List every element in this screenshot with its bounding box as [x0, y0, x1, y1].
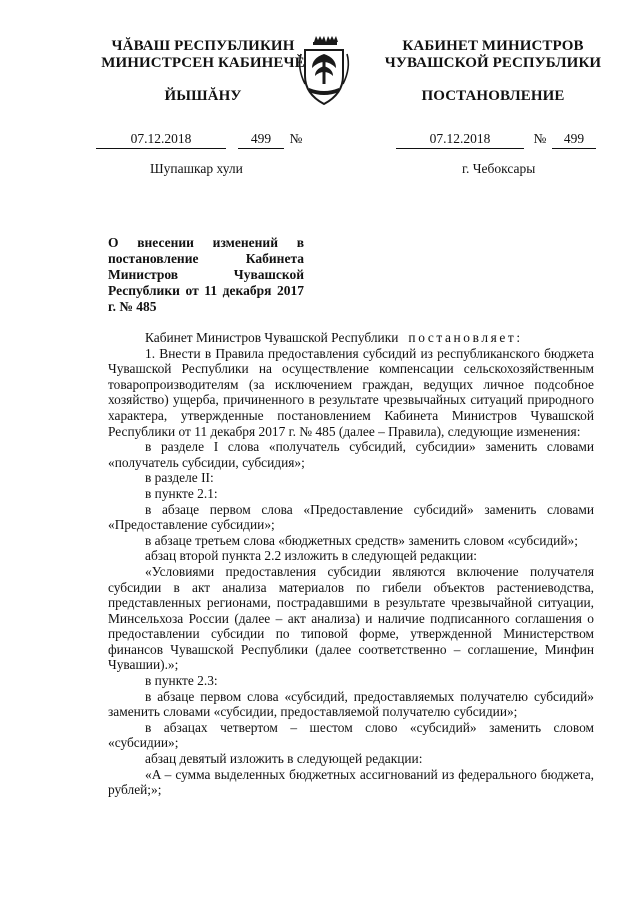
right-number-sign: №: [533, 131, 547, 146]
paragraph-8: «Условиями предоставления субсидии являются включение получателя субсидии в акт анализа материалов по гибели объектов растениеводства, представленных регионами, пострадавшими в результате чрезвычайной ситуации, Минсельхоза России (далее – акт анализа) и наличие подписанного соглашения о предоставлении субсидии по типовой форме, утвержденной Министерством финансов Чувашской Республики (далее соответственно – соглашение, Минфин Чувашии).»;: [108, 563, 594, 673]
header-left-doctype: ЙЫШĂНУ: [164, 88, 242, 104]
paragraph-5: в абзаце первом слова «Предоставление субсидий» заменить словами «Предоставление субсидии»;: [108, 501, 594, 533]
left-date: 07.12.2018: [130, 131, 192, 146]
header-right-line1: КАБИНЕТ МИНИСТРОВ: [402, 38, 584, 54]
paragraph-11: в абзацах четвертом – шестом слово «субсидий» заменить словом «субсидии»;: [108, 719, 594, 751]
header-right: [368, 38, 618, 105]
header-left-line2: МИНИСТРСЕН КАБИНЕЧĚ: [101, 55, 305, 71]
document-subject: О внесении изменений в постановление Кабинета Министров Чувашской Республики от 11 декабря 2017 г. № 485: [108, 235, 304, 314]
paragraph-6: в абзаце третьем слова «бюджетных средств» заменить словом «субсидий»;: [145, 532, 578, 548]
left-number-line: [96, 131, 308, 149]
paragraph-13: «A – сумма выделенных бюджетных ассигнований из федерального бюджета, рублей;»;: [108, 766, 594, 798]
left-doc-number: 499: [250, 131, 272, 146]
paragraph-3: в разделе II:: [145, 470, 214, 486]
left-city: Шупашкар хули: [150, 161, 243, 176]
right-city: г. Чебоксары: [462, 161, 536, 176]
paragraph-1: 1. Внести в Правила предоставления субсидий из республиканского бюджета Чувашской Республики на осуществление компенсации сельскохозяйственным товаропроизводителям (за исключением граждан, ведущих личное подсобное хозяйство) ущерба, причиненного в результате чрезвычайных ситуаций природного характера, утвержденные постановлением Кабинета Министров Чувашской Республики от 11 декабря 2017 г. № 485 (далее – Правила), следующие изменения:: [108, 345, 594, 439]
document-body: [108, 330, 594, 798]
paragraph-7: абзац второй пункта 2.2 изложить в следующей редакции:: [145, 548, 478, 564]
header-left: [78, 38, 328, 105]
header-right-line2: ЧУВАШСКОЙ РЕСПУБЛИКИ: [384, 55, 602, 71]
right-date: 07.12.2018: [429, 131, 491, 146]
right-doc-number: 499: [563, 131, 585, 146]
paragraph-10: в абзаце первом слова «субсидий, предоставляемых получателю субсидий» заменить словами «субсидии, предоставляемой получателю субсидии»;: [108, 688, 594, 720]
paragraph-2: в разделе I слова «получатель субсидий, субсидии» заменить словами «получатель субсидии, субсидия»;: [108, 439, 594, 470]
paragraph-12: абзац девятый изложить в следующей редакции:: [145, 751, 423, 767]
left-number-sign: №: [289, 131, 303, 146]
intro-paragraph: [108, 330, 594, 346]
header-right-doctype: ПОСТАНОВЛЕНИЕ: [421, 88, 565, 104]
intro-text: Кабинет Министров Чувашской Республики: [145, 330, 399, 345]
chuvash-coat-of-arms-icon: [295, 32, 353, 110]
right-number-line: [396, 131, 602, 149]
intro-verb: постановляет:: [408, 330, 523, 345]
paragraph-9: в пункте 2.3:: [145, 673, 218, 689]
header-left-line1: ЧĂВАШ РЕСПУБЛИКИН: [111, 38, 295, 54]
paragraph-4: в пункте 2.1:: [145, 485, 218, 501]
